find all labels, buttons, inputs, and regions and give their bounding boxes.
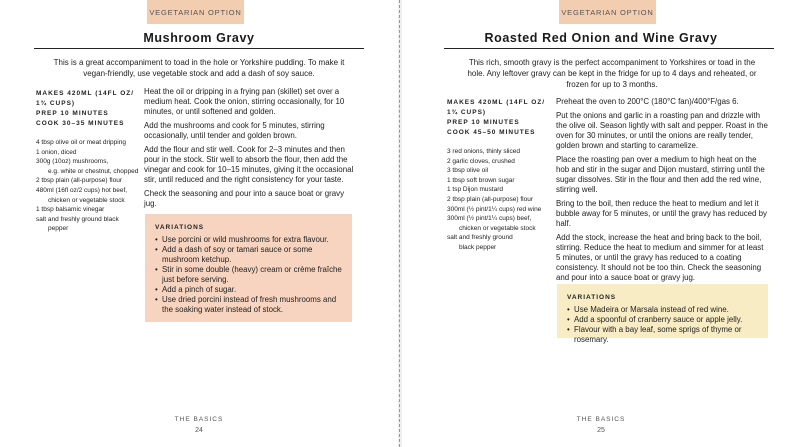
variation-item: • Add a pinch of sugar. — [155, 285, 342, 295]
variation-item: • Use dried porcini instead of fresh mushrooms and the soaking water instead of stock. — [155, 295, 342, 315]
recipe-title: Mushroom Gravy — [143, 31, 255, 45]
page-number: 25 — [597, 427, 605, 434]
variation-item: • Add a dash of soy or tamari sauce or some mushroom ketchup. — [155, 245, 342, 265]
title-rule — [444, 48, 774, 49]
yield: MAKES 420ML (14FL OZ/ — [447, 99, 546, 106]
recipe-meta — [447, 98, 557, 138]
ingredient-item: chicken or vegetable stock — [459, 224, 536, 232]
ingredient-item: 1 onion, diced — [36, 148, 77, 156]
method-step: Check the seasoning and pour into a sauce boat or gravy jug. — [144, 189, 345, 208]
title-rule — [34, 48, 364, 49]
ingredient-item: 4 tbsp olive oil or meat dripping — [36, 139, 126, 146]
ingredient-item: 1 tsp Dijon mustard — [447, 186, 503, 194]
cook-time: COOK 45–50 MINUTES — [447, 129, 536, 136]
page-left — [0, 0, 398, 447]
ingredient-item: salt and freshly ground — [447, 234, 513, 242]
vegetarian-option-tag: VEGETARIAN OPTION — [559, 0, 656, 24]
variations-list — [155, 235, 342, 315]
page-number: 24 — [195, 427, 203, 434]
method-step: Preheat the oven to 200°C (180°C fan)/400°F/gas 6. — [556, 97, 739, 106]
prep-time: PREP 10 MINUTES — [447, 119, 520, 126]
ingredient-item: black pepper — [459, 243, 497, 251]
yield: MAKES 420ML (14FL OZ/ — [36, 90, 135, 97]
recipe-title: Roasted Red Onion and Wine Gravy — [484, 31, 718, 45]
method-step: Place the roasting pan over a medium to high heat on the hob and stir in the sugar and Dijon mustard, stirring until the sugar dissolves. Stir in the flour and then add the red wine, stirring well. — [556, 155, 765, 194]
vegetarian-option-tag: VEGETARIAN OPTION — [147, 0, 244, 24]
variations-label: VARIATIONS — [155, 224, 205, 231]
recipe-meta — [36, 89, 146, 129]
method-step: Put the onions and garlic in a roasting pan and drizzle with the olive oil. Season lightly with salt and pepper. Roast in the oven for 30 minutes, or until the onions are really tender, golden brown and starting to caramelize. — [556, 111, 768, 150]
ingredients-list — [36, 138, 146, 234]
ingredient-item: 2 garlic cloves, crushed — [447, 157, 515, 165]
method-step: Add the flour and stir well. Cook for 2–3 minutes and then pour in the stock. Stir well to absorb the flour, then add the vinegar and cook for 10–15 minutes, giving it the occasional stir, until reduced and the right consistency for your taste. — [144, 145, 354, 184]
yield-cups: 1¾ CUPS) — [447, 109, 487, 116]
yield-cups: 1¾ CUPS) — [36, 100, 76, 107]
variations-box — [145, 214, 352, 322]
page-right — [402, 0, 800, 447]
recipe-intro: This is a great accompaniment to toad in the hole or Yorkshire pudding. To make it vegan-friendly, use vegetable stock and add a dash of soy sauce. — [53, 58, 345, 78]
ingredient-item: pepper — [48, 225, 69, 233]
method-steps — [144, 87, 356, 213]
prep-time: PREP 10 MINUTES — [36, 110, 109, 117]
ingredient-item: 2 tbsp plain (all-purpose) flour — [447, 195, 533, 203]
recipe-intro: This rich, smooth gravy is the perfect accompaniment to Yorkshires or toad in the hole. Any leftover gravy can be kept in the fridge for up to 4 days and reheated, or frozen for up to 3 months. — [467, 58, 757, 89]
variations-list — [567, 305, 758, 345]
variations-label: VARIATIONS — [567, 294, 617, 301]
variation-item: • Use porcini or wild mushrooms for extra flavour. — [155, 235, 342, 245]
ingredient-item: 1 tbsp soft brown sugar — [447, 176, 515, 184]
ingredient-item: 300ml (½ pint/1¼ cups) beef, — [447, 215, 532, 223]
method-step: Add the mushrooms and cook for 5 minutes, stirring occasionally, until tender and golden brown. — [144, 121, 325, 140]
method-step: Heat the oil or dripping in a frying pan (skillet) set over a medium heat. Cook the onion, stirring occasionally, for 10 minutes, or until softened and golden. — [144, 87, 345, 116]
ingredients-list — [447, 147, 559, 253]
ingredient-item: 300ml (½ pint/1¼ cups) red wine — [447, 205, 542, 213]
book-gutter-line — [399, 0, 400, 447]
variation-item: • Flavour with a bay leaf, some sprigs of thyme or rosemary. — [567, 325, 758, 345]
ingredient-item: 2 tbsp plain (all-purpose) flour — [36, 177, 122, 185]
ingredient-item: e.g. white or chestnut, chopped — [48, 167, 139, 175]
running-footer: THE BASICS — [576, 416, 626, 423]
variation-item: • Stir in some double (heavy) cream or crème fraîche just before serving. — [155, 265, 342, 285]
ingredient-item: 3 red onions, thinly sliced — [447, 148, 520, 155]
variation-item: • Use Madeira or Marsala instead of red wine. — [567, 305, 758, 315]
running-footer: THE BASICS — [174, 416, 224, 423]
ingredient-item: salt and freshly ground black — [36, 215, 119, 223]
method-steps — [556, 97, 768, 287]
method-step: Add the stock, increase the heat and bring back to the boil, stirring. Reduce the heat to medium and simmer for at least 5 minutes, or until the gravy has reduced to a coating consistency. It should not be too thin. Check the seasoning and pour into a sauce boat or gravy jug. — [556, 233, 764, 282]
cook-time: COOK 30–35 MINUTES — [36, 120, 125, 127]
ingredient-item: 3 tbsp olive oil — [447, 167, 489, 175]
variations-box — [557, 284, 768, 344]
ingredient-item: 300g (10oz) mushrooms, — [36, 158, 109, 166]
ingredient-item: 1 tbsp balsamic vinegar — [36, 206, 105, 214]
method-step: Bring to the boil, then reduce the heat to medium and let it bubble away for 5 minutes, or until the gravy has reduced by half. — [556, 199, 767, 228]
ingredient-item: chicken or vegetable stock — [48, 196, 125, 204]
ingredient-item: 480ml (16fl oz/2 cups) hot beef, — [36, 186, 128, 194]
variation-item: • Add a spoonful of cranberry sauce or apple jelly. — [567, 315, 758, 325]
